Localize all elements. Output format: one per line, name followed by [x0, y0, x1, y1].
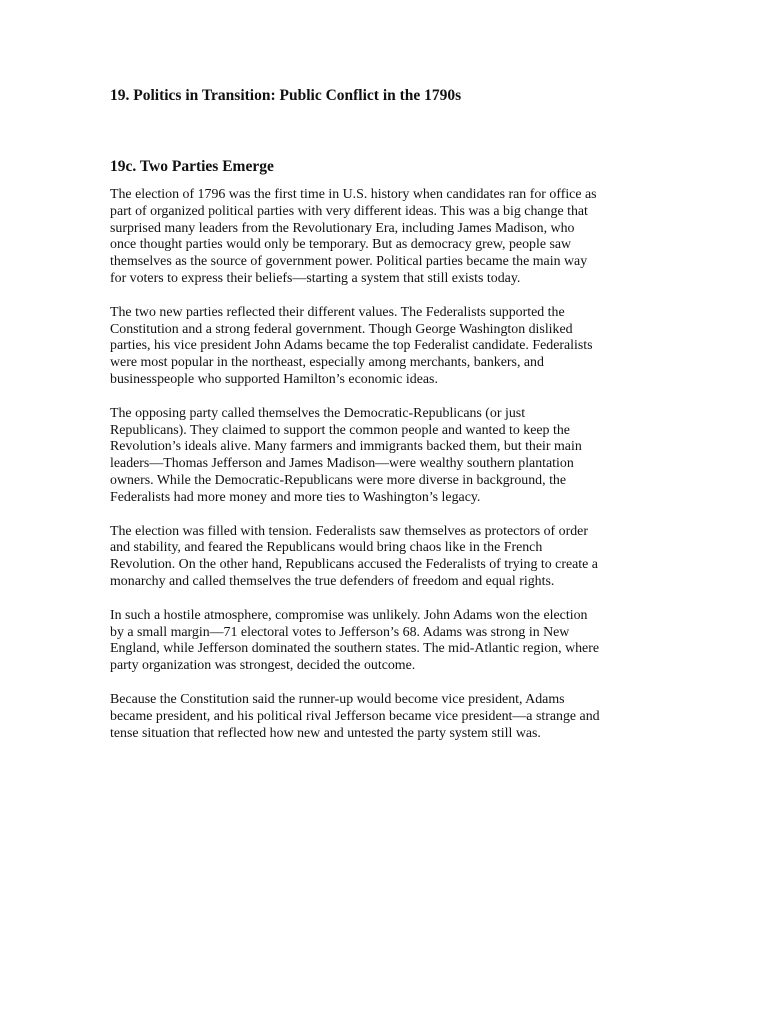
text-line: The two new parties reflected their different values. The Federalists supported the [110, 304, 565, 320]
text-line: and stability, and feared the Republicans would bring chaos like in the French [110, 540, 543, 556]
section-title: 19c. Two Parties Emerge [110, 158, 274, 175]
text-line: leaders—Thomas Jefferson and James Madison—were wealthy southern plantation [110, 456, 574, 472]
text-line: The election of 1796 was the first time in U.S. history when candidates ran for office as [110, 187, 597, 202]
text-line: Republicans). They claimed to support the common people and wanted to keep the [110, 422, 570, 438]
text-line: themselves as the source of government power. Political parties became the main way [110, 254, 588, 270]
chapter-title: 19. Politics in Transition: Public Conflict in the 1790s [110, 87, 462, 104]
text-line: part of organized political parties with very different ideas. This was a big change that [110, 203, 588, 219]
text-line: once thought parties would only be temporary. But as democracy grew, people saw [110, 237, 572, 253]
paragraph [110, 524, 658, 591]
paragraph [110, 608, 658, 675]
text-line: Federalists had more money and more ties to Washington’s legacy. [110, 489, 481, 505]
text-line: The election was filled with tension. Federalists saw themselves as protectors of order [110, 523, 588, 539]
text-line: became president, and his political rival Jefferson became vice president—a strange and [110, 708, 600, 724]
text-line: monarchy and called themselves the true defenders of freedom and equal rights. [110, 573, 555, 589]
text-line: party organization was strongest, decided the outcome. [110, 658, 416, 674]
body-text [110, 187, 658, 742]
text-line: The opposing party called themselves the Democratic-Republicans (or just [110, 405, 526, 421]
text-line: parties, his vice president John Adams became the top Federalist candidate. Federalists [110, 338, 593, 354]
paragraph [110, 187, 658, 288]
paragraph [110, 305, 658, 389]
text-line: Constitution and a strong federal government. Though George Washington disliked [110, 321, 573, 337]
text-line: Revolution’s ideals alive. Many farmers and immigrants backed them, but their main [110, 439, 582, 455]
text-line: tense situation that reflected how new and untested the party system still was. [110, 725, 541, 741]
text-line: were most popular in the northeast, especially among merchants, bankers, and [110, 355, 544, 371]
paragraph [110, 406, 658, 507]
paragraph [110, 692, 658, 742]
document-page [110, 86, 658, 759]
text-line: businesspeople who supported Hamilton’s economic ideas. [110, 371, 438, 387]
text-line: Because the Constitution said the runner-up would become vice president, Adams [110, 691, 565, 707]
text-line: by a small margin—71 electoral votes to Jefferson’s 68. Adams was strong in New [110, 624, 570, 640]
text-line: owners. While the Democratic-Republicans were more diverse in background, the [110, 472, 567, 488]
text-line: for voters to express their beliefs—starting a system that still exists today. [110, 270, 521, 286]
text-line: Revolution. On the other hand, Republicans accused the Federalists of trying to create a [110, 557, 598, 573]
text-line: surprised many leaders from the Revolutionary Era, including James Madison, who [110, 220, 575, 236]
text-line: In such a hostile atmosphere, compromise was unlikely. John Adams won the election [110, 607, 588, 623]
text-line: England, while Jefferson dominated the southern states. The mid-Atlantic region, where [110, 641, 600, 657]
